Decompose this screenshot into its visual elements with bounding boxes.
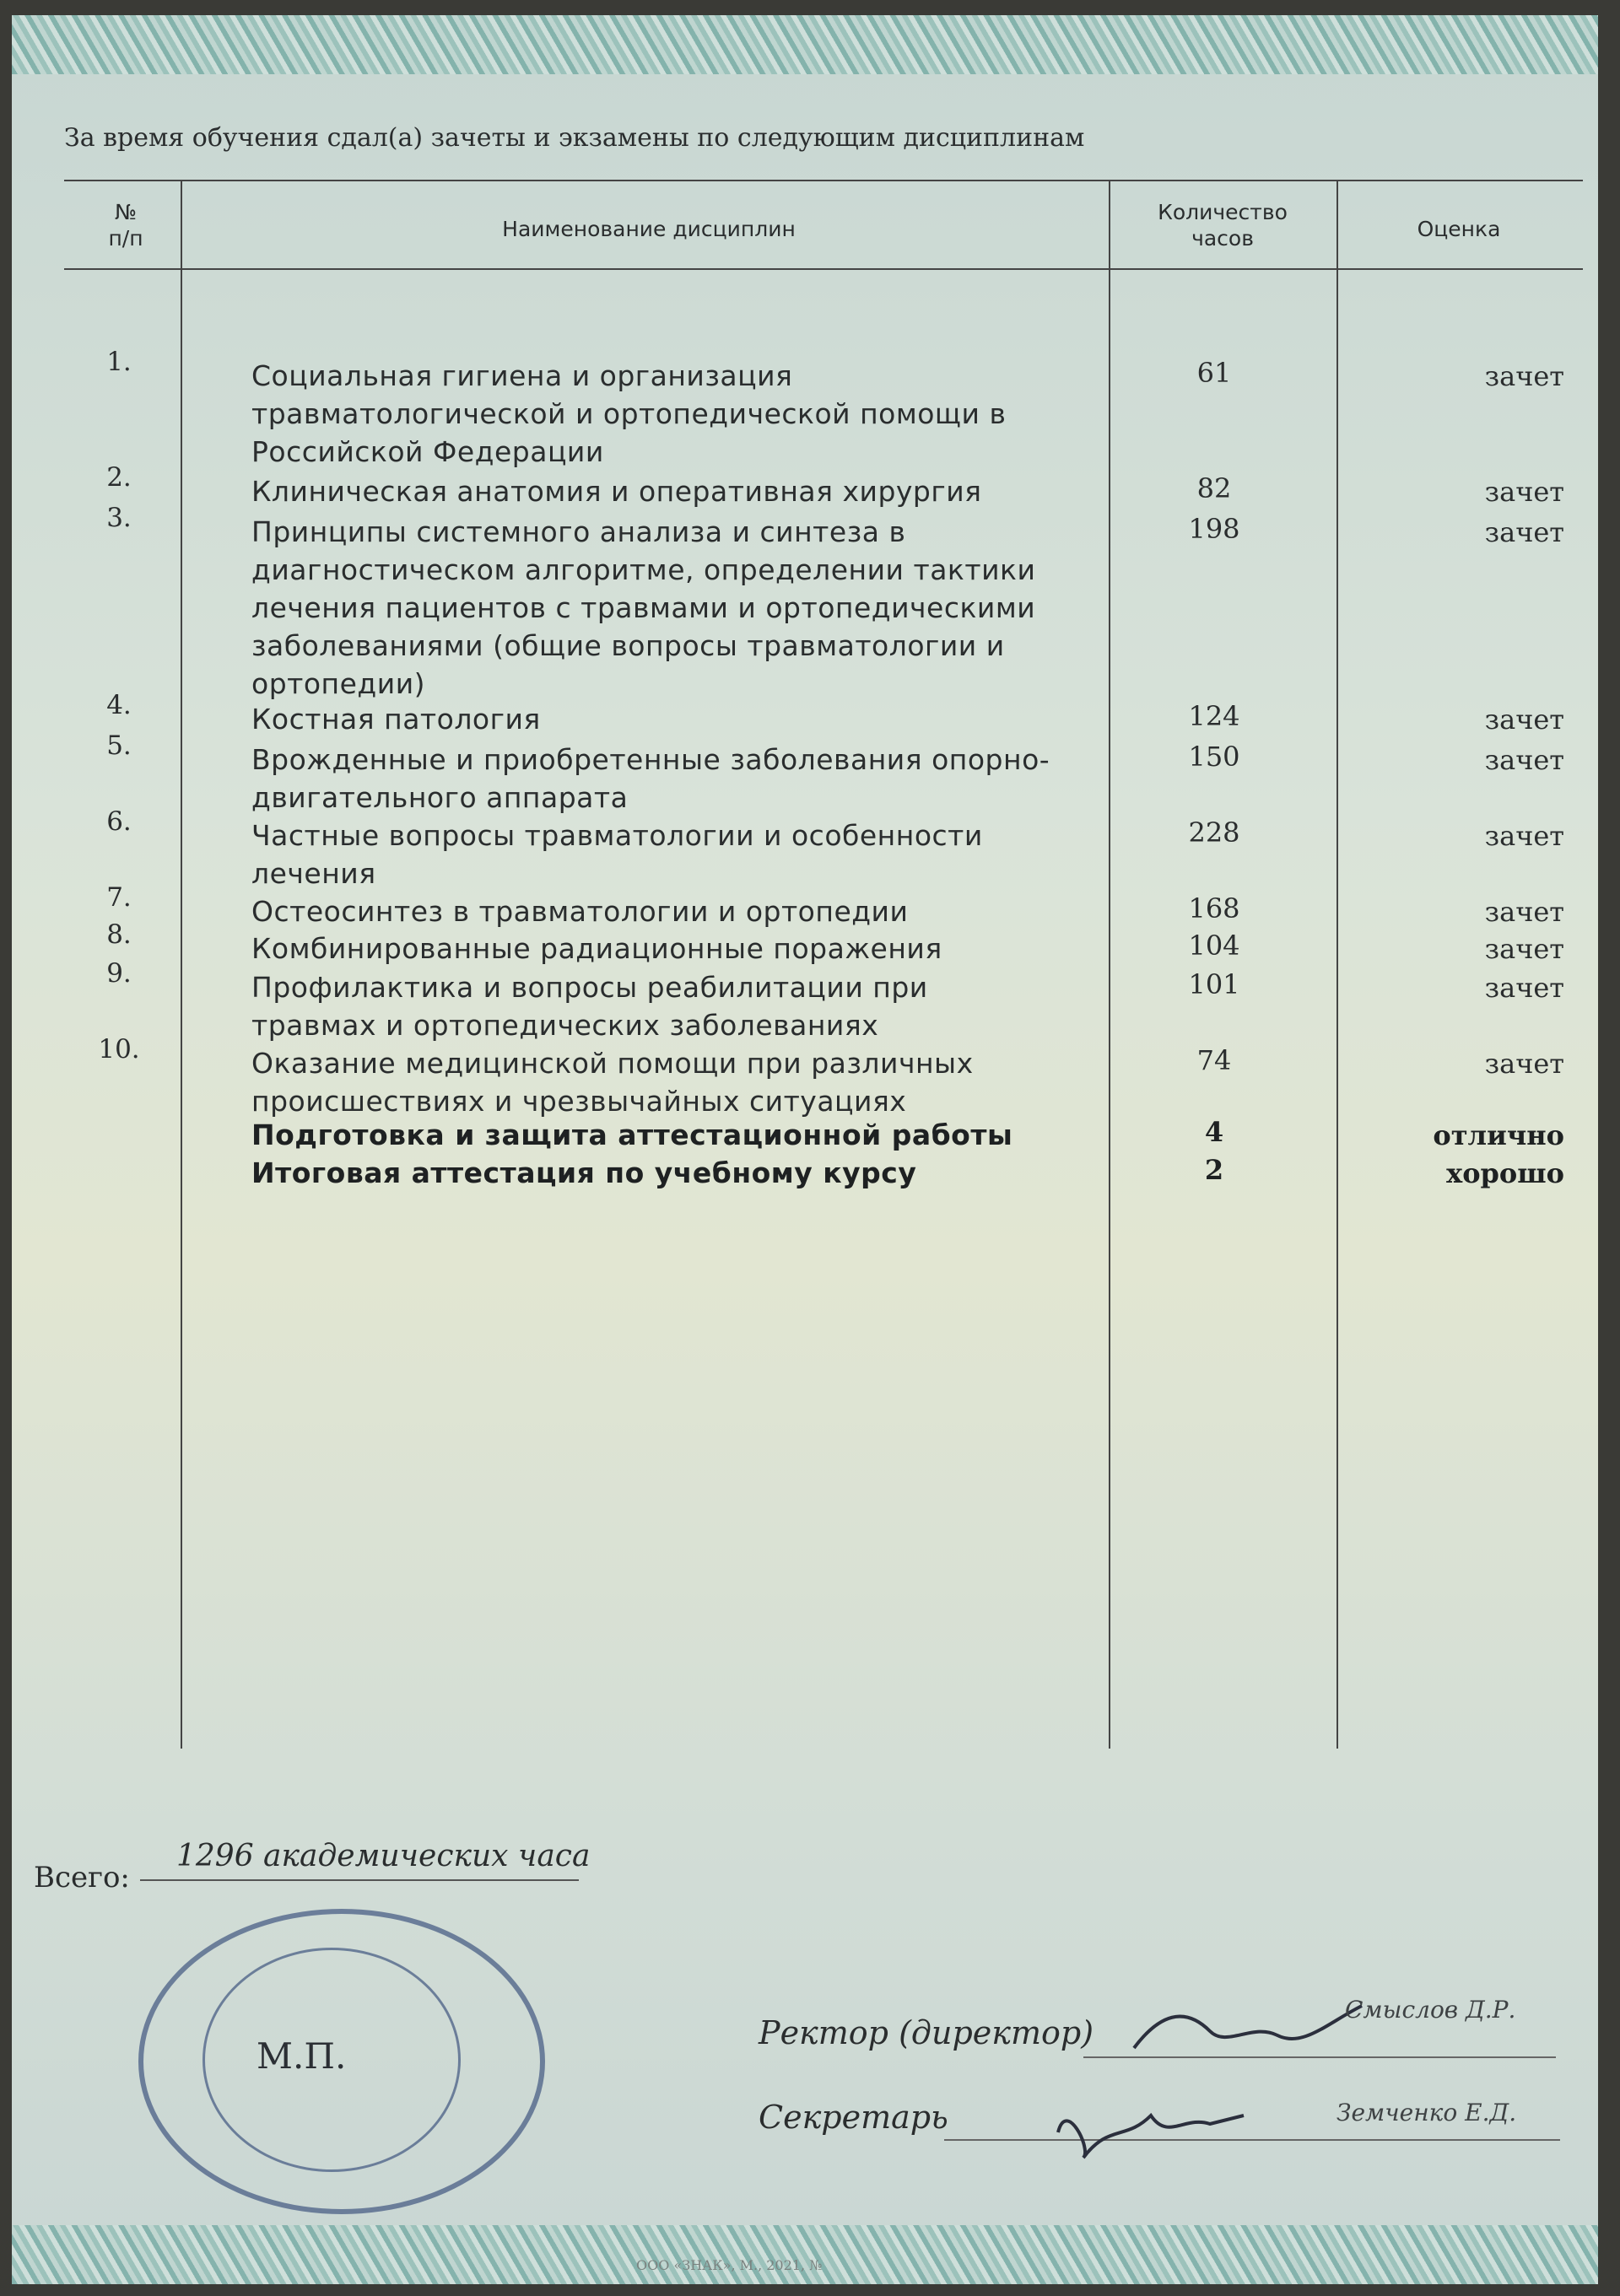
discipline-name: Профилактика и вопросы реабилитации при травмах и ортопедических заболеваниях — [251, 971, 928, 1042]
row-number: 2. — [106, 462, 132, 493]
hours-value: 2 — [1204, 1154, 1224, 1186]
discipline-name: Комбинированные радиационные поражения — [251, 932, 942, 965]
row-number: 1. — [106, 347, 132, 377]
ornamental-border-top — [12, 15, 1598, 74]
discipline-name: Социальная гигиена и организация травматологической и ортопедической помощи в Российской Федерации — [251, 359, 1007, 468]
row-number: 8. — [106, 919, 132, 950]
printer-imprint: ООО «ЗНАК», М., 2021, № — [636, 2257, 823, 2273]
row-number: 10. — [98, 1034, 140, 1064]
discipline-name: Остеосинтез в травматологии и ортопедии — [251, 895, 909, 928]
hours-value: 61 — [1196, 357, 1232, 389]
discipline-name: Оказание медицинской помощи при различных происшествиях и чрезвычайных ситуациях — [251, 1047, 974, 1118]
discipline-name: Врожденные и приобретенные заболевания опорно- двигательного аппарата — [251, 743, 1050, 814]
hours-value: 124 — [1188, 700, 1240, 732]
stamp-place-mark: М.П. — [256, 2035, 347, 2077]
grade-value: зачет — [1484, 972, 1564, 1004]
discipline-name: Подготовка и защита аттестационной работы — [251, 1118, 1013, 1151]
grade-value: зачет — [1484, 744, 1564, 776]
total-value: 1296 академических часа — [176, 1839, 591, 1873]
row-number: 6. — [106, 806, 132, 837]
rector-label: Ректор (директор) — [759, 2014, 1094, 2051]
column-header-hours: Количество часов — [1158, 200, 1288, 251]
total-underline — [140, 1879, 579, 1881]
grade-value: зачет — [1484, 1048, 1564, 1080]
row-number: 9. — [106, 958, 132, 989]
document-heading: За время обучения сдал(а) зачеты и экзамены по следующим дисциплинам — [64, 123, 1085, 153]
grade-value: зачет — [1484, 703, 1564, 736]
discipline-name: Клиническая анатомия и оперативная хирургия — [251, 475, 982, 508]
row-number: 3. — [106, 503, 132, 533]
grade-value: хорошо — [1446, 1157, 1564, 1189]
ornamental-border-bottom — [12, 2225, 1598, 2284]
discipline-name: Итоговая аттестация по учебному курсу — [251, 1156, 917, 1189]
hours-value: 104 — [1188, 930, 1240, 962]
column-header-num: № п/п — [108, 200, 143, 251]
hours-value: 82 — [1196, 472, 1232, 504]
grade-value: зачет — [1484, 933, 1564, 965]
row-number: 7. — [106, 882, 132, 913]
discipline-name: Костная патология — [251, 703, 541, 736]
hours-value: 150 — [1188, 741, 1240, 773]
row-number: 5. — [106, 730, 132, 761]
hours-value: 228 — [1188, 817, 1240, 849]
hours-value: 198 — [1188, 513, 1240, 545]
secretary-label: Секретарь — [759, 2099, 948, 2136]
grade-value: зачет — [1484, 360, 1564, 392]
column-header-name: Наименование дисциплин — [502, 217, 796, 241]
secretary-name: Земченко Е.Д. — [1336, 2099, 1517, 2126]
hours-value: 74 — [1196, 1044, 1232, 1076]
total-label: Всего: — [34, 1861, 130, 1894]
secretary-signature — [1041, 2082, 1261, 2166]
rector-signature — [1109, 1989, 1379, 2065]
document-sheet — [12, 15, 1598, 2284]
grade-value: зачет — [1484, 516, 1564, 548]
hours-value: 4 — [1204, 1116, 1224, 1148]
grade-value: зачет — [1484, 896, 1564, 928]
rector-name: Смыслов Д.Р. — [1345, 1996, 1516, 2024]
discipline-name: Частные вопросы травматологии и особенности лечения — [251, 819, 983, 890]
column-header-grade: Оценка — [1417, 217, 1501, 241]
grade-value: отлично — [1433, 1119, 1564, 1151]
hours-value: 101 — [1188, 968, 1240, 1000]
grade-value: зачет — [1484, 820, 1564, 852]
hours-value: 168 — [1188, 892, 1240, 924]
row-number: 4. — [106, 690, 132, 720]
discipline-name: Принципы системного анализа и синтеза в диагностическом алгоритме, определении тактики лечения пациентов с травмами и ортопедическими заболеваниями (общие вопросы травматологии и ортопедии) — [251, 515, 1036, 700]
grade-value: зачет — [1484, 476, 1564, 508]
